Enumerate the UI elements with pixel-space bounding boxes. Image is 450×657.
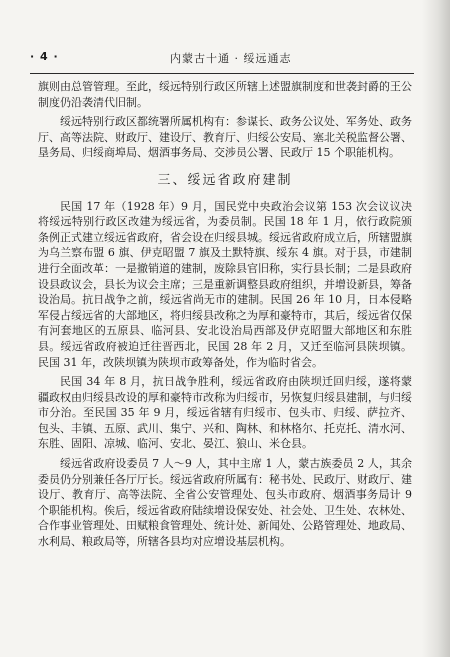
paragraph: 旗则由总管管理。至此，绥远特别行政区所辖上述盟旗制度和世袭封爵的王公制度仍沿袭清代旧制。 xyxy=(38,80,412,109)
paragraph: 绥远特别行政区都统署所属机构有：参谋长、政务公议处、军务处、政务厅、高等法院、财政厅、建设厅、教育厅、归绥公安局、塞北关税监督公署、垦务局、归绥商埠局、烟酒事务局、交涉员公署、民政厅 15 个职能机构。 xyxy=(38,115,412,160)
paragraph: 民国 17 年（1928 年）9 月，国民党中央政治会议第 153 次会议议决将绥远特别行政区改建为绥远省，为委员制。民国 18 年 1 月，依行政院颁条例正式建立绥远省政府，省会设在归绥县城。绥远省政府成立后，所辖盟旗为乌兰察布盟 6 旗、伊克昭盟 7 旗及土默特旗、绥东 4 旗。对于县，市建制进行全面改革：一是撤销道的建制，废除县官旧称，实行县长制；二是县政府设县政议会，县长为议会主席；三是重新调整县政府组织，并增设新县，筹备设治局。抗日战争之前，绥远省尚无市的建制。民国 26 年 10 月，日本侵略军侵占绥远省的大部地区，将归绥县改称之为厚和豪特市，其后，绥远省仅保有河套地区的五原县、临河县、安北设治局西部及伊克昭盟大部地区和东胜县。绥远省政府被迫迁往晋西北，民国 28 年 2 月，又迁至临河县陕坝镇。民国 31 年，改陕坝镇为陕坝市政筹备处，作为临时省会。 xyxy=(38,199,412,369)
paragraph: 绥远省政府设委员 7 人～9 人，其中主席 1 人，蒙古族委员 2 人，其余委员仍分别兼任各厅厅长。绥远省政府所属有：秘书处、民政厅、财政厅、建设厅、教育厅、高等法院、全省公安管理处、包头市政府、烟酒事务局计 9 个职能机构。俟后，绥远省政府陆续增设保安处、社会处、卫生处、农林处、合作事业管理处、田赋粮食管理处、统计处、新闻处、公路管理处、地政局、水利局、粮政局等，所辖各县均对应增设基层机构。 xyxy=(38,457,412,549)
page-header xyxy=(30,48,414,68)
body-text xyxy=(38,79,412,554)
header-rule xyxy=(30,73,414,74)
page-number: · 4 · xyxy=(30,50,59,63)
running-title: 内蒙古十通 · 绥远通志 xyxy=(170,52,292,65)
book-spine-shadow xyxy=(422,0,450,657)
section-heading: 三、绥远省政府建制 xyxy=(157,172,293,188)
paragraph: 民国 34 年 8 月，抗日战争胜利，绥远省政府由陕坝迁回归绥，遂将蒙疆政权由归绥县改设的厚和豪特市改称为归绥市，另恢复归绥县建制，与归绥市分治。至民国 35 年 9 月，绥远省辖有归绥市、包头市、归绥、萨拉齐、包头、丰镇、五原、武川、集宁、兴和、陶林、和林格尔、托克托、清水河、东胜、固阳、凉城、临河、安北、晏江、狼山、米仓县。 xyxy=(38,375,412,451)
